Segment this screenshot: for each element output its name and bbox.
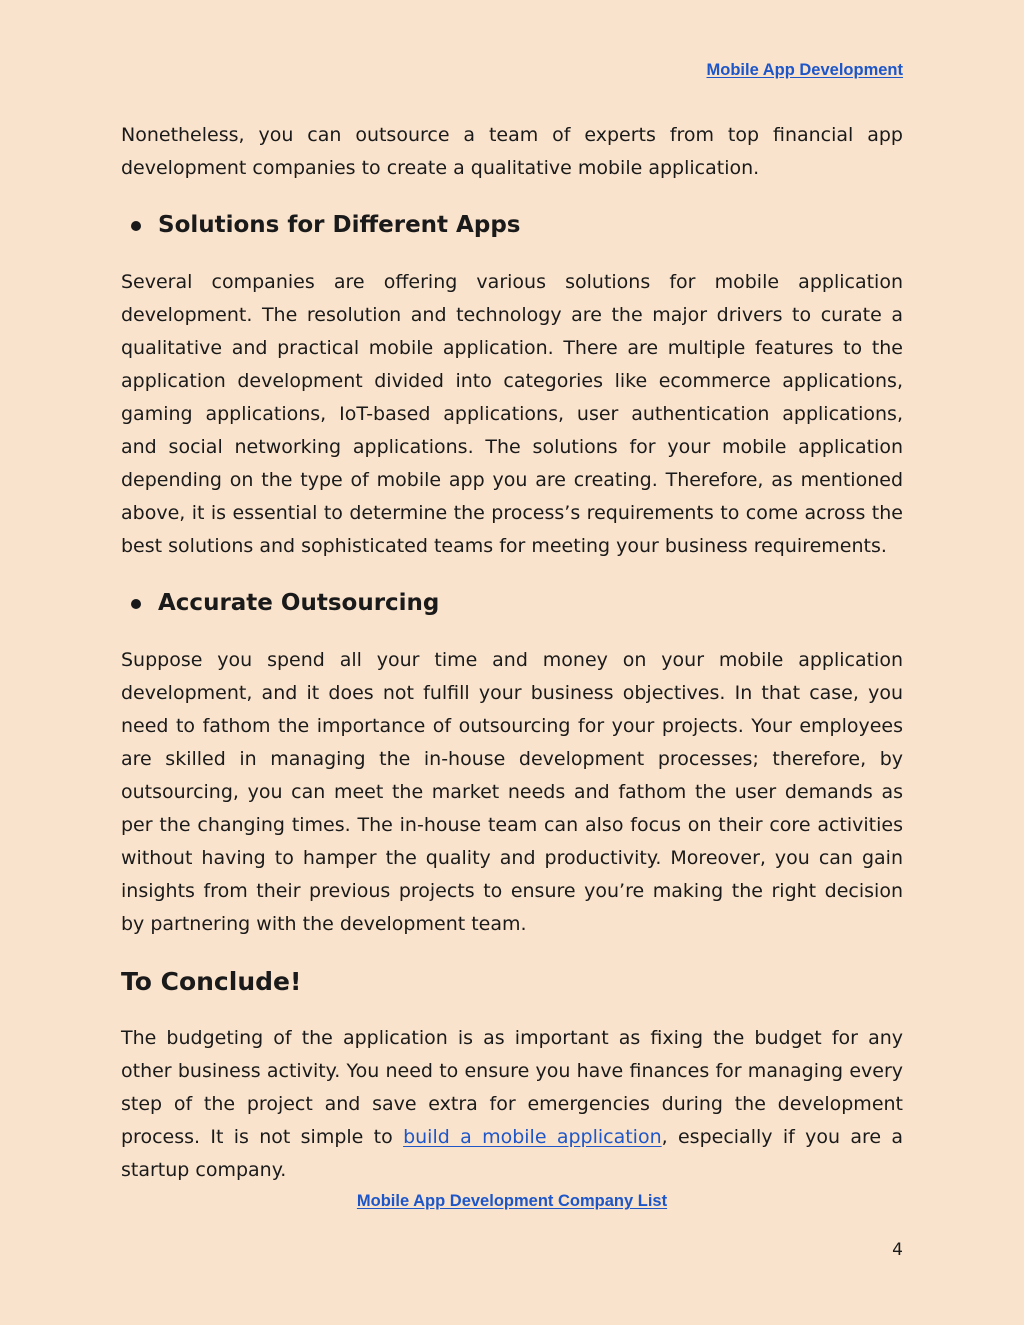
section-heading-text: Accurate Outsourcing	[158, 590, 440, 616]
conclusion-heading: To Conclude!	[121, 967, 302, 996]
conclusion-text-before-link: The budgeting of the application is as important as fixing the budget for any other business activity. You need to ensure you have finances for managing every step of the project and save extra for emergencies during the development process. It is not simple to	[121, 1027, 903, 1148]
section-heading-text: Solutions for Different Apps	[158, 212, 521, 238]
bullet-icon	[131, 221, 141, 231]
intro-paragraph: Nonetheless, you can outsource a team of experts from top financial app development companies to create a qualitative mobile application.	[121, 124, 903, 179]
page-content	[121, 119, 903, 1187]
solutions-paragraph: Several companies are offering various solutions for mobile application development. The resolution and technology are the major drivers to curate a qualitative and practical mobile application. There are multiple features to the application development divided into categories like ecommerce applications, gaming applications, IoT-based applications, user authentication applications, and social networking applications. The solutions for your mobile application depending on the type of mobile app you are creating. Therefore, as mentioned above, it is essential to determine the process’s requirements to come across the best solutions and sophisticated teams for meeting your business requirements.	[121, 271, 903, 557]
conclusion-paragraph	[121, 1022, 903, 1187]
outsourcing-paragraph: Suppose you spend all your time and money on your mobile application development, and it does not fulfill your business objectives. In that case, you need to fathom the importance of outsourcing for your projects. Your employees are skilled in managing the in-house development processes; therefore, by outsourcing, you can meet the market needs and fathom the user demands as per the changing times. The in-house team can also focus on their core activities without having to hamper the quality and productivity. Moreover, you can gain insights from their previous projects to ensure you’re making the right decision by partnering with the development team.	[121, 649, 903, 935]
conclusion-text-after-link: , especially if you are a startup company.	[121, 1126, 904, 1181]
build-mobile-application-link[interactable]: build a mobile application	[403, 1126, 662, 1148]
page-number: 4	[892, 1240, 903, 1260]
footer-link-company-list[interactable]: Mobile App Development Company List	[356, 1192, 668, 1210]
bullet-icon	[131, 599, 141, 609]
section-heading-solutions	[121, 209, 903, 242]
header-link-mobile-app-development[interactable]: Mobile App Development	[706, 61, 903, 79]
section-heading-outsourcing	[121, 587, 903, 620]
